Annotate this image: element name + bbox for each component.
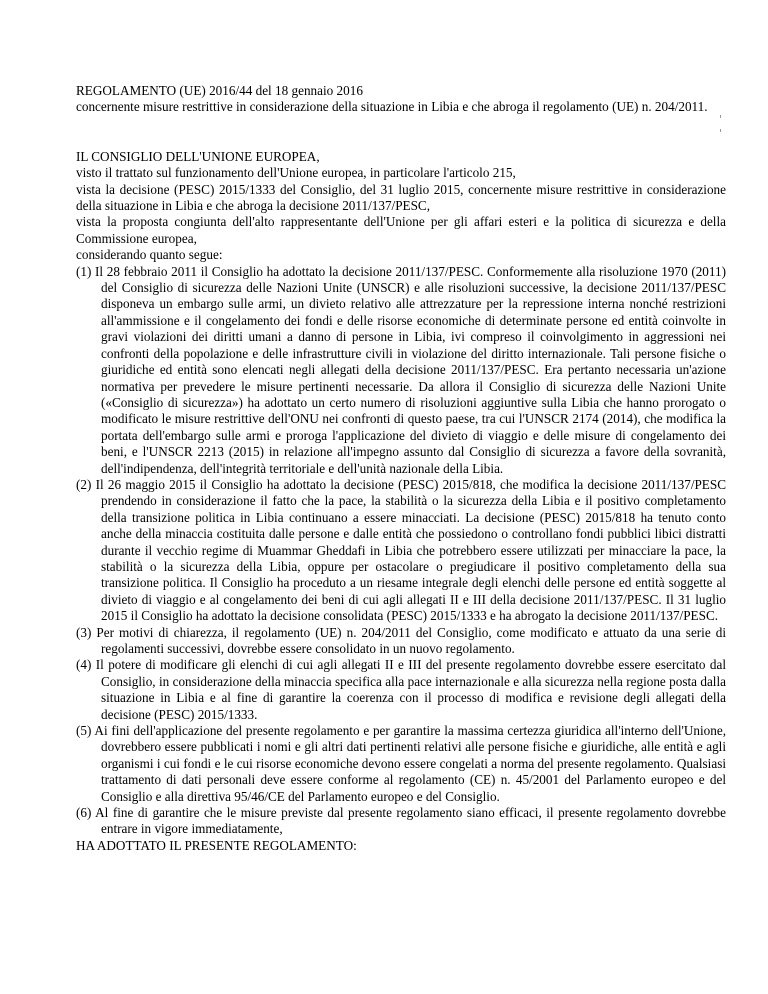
recital-6: (6) Al fine di garantire che le misure previste dal presente regolamento siano efficaci, il presente regolamento dovrebbe entrare in vigore immediatamente, [76, 805, 726, 837]
margin-mark [720, 129, 724, 132]
recital-1: (1) Il 28 febbraio 2011 il Consiglio ha adottato la decisione 2011/137/PESC. Conformemente alla risoluzione 1970 (2011) del Consiglio di sicurezza delle Nazioni Unite (UNSCR) e alle risoluzioni successive, la decisione 2011/137/PESC disponeva un embargo sulle armi, un divieto relativo alle attrezzature per la repressione interna nonché restrizioni all'ammissione e il congelamento dei fondi e delle risorse economiche di determinate persone ed entità coinvolte in gravi violazioni dei diritti umani a danno di persone in Libia, ivi compreso il coinvolgimento in aggressioni nei confronti della popolazione e delle infrastrutture civili in violazione del diritto internazionale. Tali persone fisiche o giuridiche ed entità sono elencati negli allegati della decisione 2011/137/PESC. Era pertanto necessaria un'azione normativa per prevedere le misure pertinenti necessarie. Da allora il Consiglio di sicurezza delle Nazioni Unite («Consiglio di sicurezza») ha adottato un certo numero di risoluzioni aggiuntive sulla Libia che hanno prorogato o modificato le misure restrittive dell'ONU nei confronti di questo paese, tra cui l'UNSCR 2174 (2014), che modifica la portata dell'embargo sulle armi e proroga l'applicazione del divieto di viaggio e delle misure di congelamento dei beni, e l'UNSCR 2213 (2015) in relazione all'impegno assunto dal Consiglio di sicurezza a favore della sovranità, dell'indipendenza, dell'integrità territoriale e dell'unità nazionale della Libia. [76, 263, 726, 476]
preamble [76, 149, 726, 264]
council-heading: IL CONSIGLIO DELL'UNIONE EUROPEA, [76, 148, 320, 164]
citation-treaty: visto il trattato sul funzionamento dell'Unione europea, in particolare l'articolo 215, [76, 165, 516, 181]
considering-heading: considerando quanto segue: [76, 247, 223, 263]
recital-2: (2) Il 26 maggio 2015 il Consiglio ha adottato la decisione (PESC) 2015/818, che modifica la decisione 2011/137/PESC prendendo in considerazione il fatto che la pace, la stabilità o la sicurezza della Libia e il positivo completamento della transizione politica in Libia continuano a essere minacciati. La decisione (PESC) 2015/818 ha tenuto conto anche della minaccia costituita dalle persone e dalle entità che possiedono o controllano fondi pubblici libici distratti durante il vecchio regime di Muammar Gheddafi in Libia che potrebbero essere utilizzati per minacciare la pace, la stabilità o la sicurezza della Libia, oppure per ostacolare o pregiudicare il positivo completamento della sua transizione politica. Il Consiglio ha proceduto a un riesame integrale degli elenchi delle persone ed entità soggette al divieto di viaggio e al congelamento dei beni di cui agli allegati II e III della decisione 2011/137/PESC. Il 31 luglio 2015 il Consiglio ha adottato la decisione consolidata (PESC) 2015/1333 e ha abrogato la decisione 2011/137/PESC. [76, 476, 726, 624]
title-block [76, 83, 726, 116]
recital-4: (4) Il potere di modificare gli elenchi di cui agli allegati II e III del presente regolamento dovrebbe essere esercitato dal Consiglio, in considerazione della minaccia specifica alla pace internazionale e alla sicurezza nella regione posta dalla situazione in Libia e al fine di garantire la coerenza con il processo di modifica e revisione degli allegati della decisione (PESC) 2015/1333. [76, 657, 726, 722]
regulation-subtitle: concernente misure restrittive in considerazione della situazione in Libia e che abroga il regolamento (UE) n. 204/2011. [76, 99, 708, 115]
adoption-statement: HA ADOTTATO IL PRESENTE REGOLAMENTO: [76, 837, 357, 853]
margin-mark [720, 115, 724, 118]
regulation-title: REGOLAMENTO (UE) 2016/44 del 18 gennaio 2016 [76, 83, 363, 98]
recital-5: (5) Ai fini dell'applicazione del presente regolamento e per garantire la massima certezza giuridica all'interno dell'Unione, dovrebbero essere pubblicati i nomi e gli altri dati pertinenti relativi alle persone fisiche e giuridiche, alle entità e agli organismi i cui fondi e le cui risorse economiche devono essere congelati a norma del presente regolamento. Qualsiasi trattamento di dati personali deve essere conforme al regolamento (CE) n. 45/2001 del Parlamento europeo e del Consiglio e alla direttiva 95/46/CE del Parlamento europeo e del Consiglio. [76, 723, 726, 804]
document-page [76, 83, 726, 854]
recital-3: (3) Per motivi di chiarezza, il regolamento (UE) n. 204/2011 del Consiglio, come modificato e attuato da una serie di regolamenti successivi, dovrebbe essere consolidato in un nuovo regolamento. [76, 624, 726, 656]
recitals-list [76, 264, 726, 838]
citation-decision: vista la decisione (PESC) 2015/1333 del Consiglio, del 31 luglio 2015, concernente misure restrittive in considerazione della situazione in Libia e che abroga la decisione 2011/137/PESC, [76, 181, 726, 214]
citation-proposal: vista la proposta congiunta dell'alto rappresentante dell'Unione per gli affari esteri e la politica di sicurezza e della Commissione europea, [76, 214, 726, 246]
